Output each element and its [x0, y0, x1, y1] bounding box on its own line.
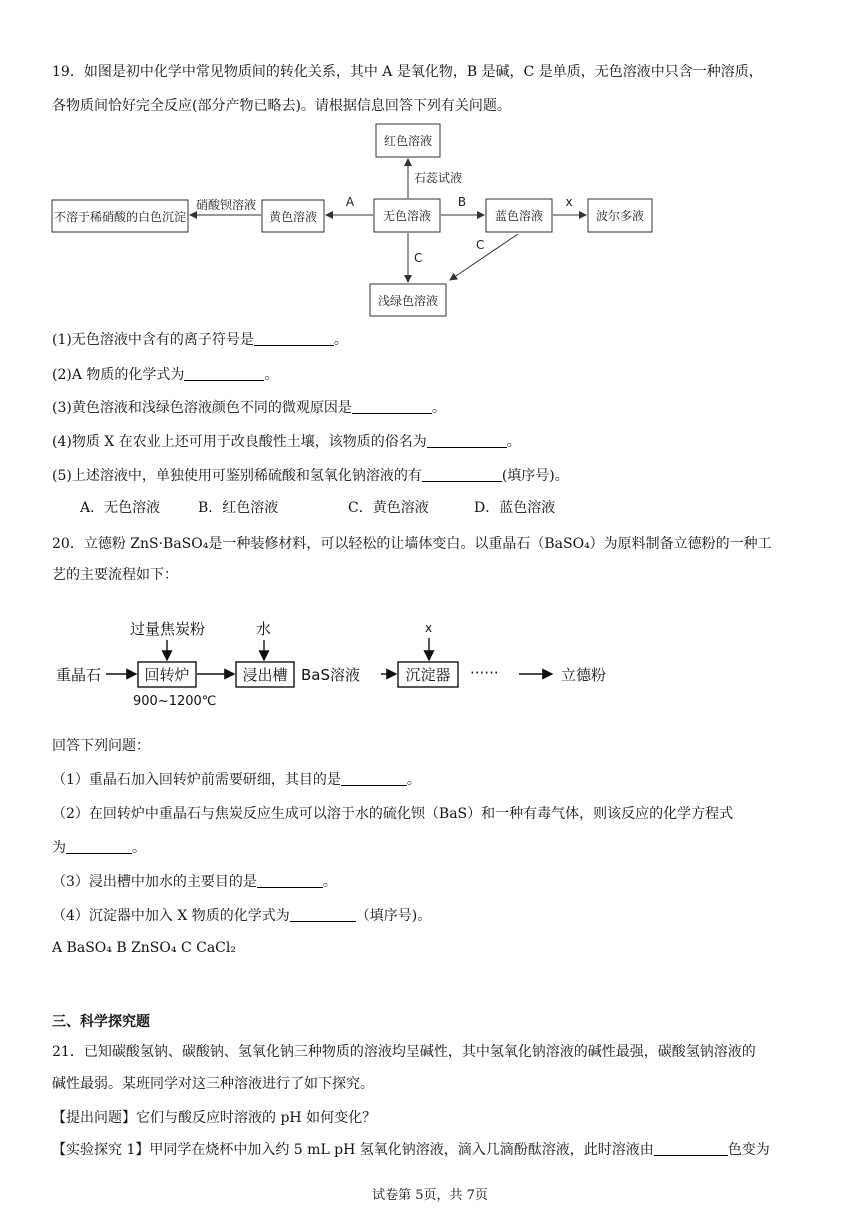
- option-c[interactable]: C．黄色溶液: [348, 500, 429, 516]
- settler-label: 沉淀器: [405, 666, 451, 684]
- red-solution-label: 红色溶液: [383, 134, 433, 148]
- q21-question: 【提出问题】它们与酸反应时溶液的 pH 如何变化？: [52, 1110, 377, 1126]
- label-C-diag: C: [476, 238, 485, 252]
- lithopone-label: 立德粉: [561, 666, 607, 684]
- q20-part4: （4）沉淀器中加入 X 物质的化学式为 （填序号)。: [52, 908, 432, 924]
- label-B: B: [457, 195, 467, 209]
- q20-part2-cont: 为 。: [52, 840, 146, 856]
- option-d[interactable]: D．蓝色溶液: [474, 500, 556, 516]
- answer-blank[interactable]: [290, 907, 356, 922]
- label-x: x: [565, 195, 573, 209]
- answer-blank[interactable]: [422, 467, 502, 482]
- q19-line1: 19．如图是初中化学中常见物质间的转化关系，其中 A 是氧化物，B 是碱，C 是单质，无色溶液中只含一种溶质，: [52, 64, 763, 80]
- litmus-label: 石蕊试液: [414, 171, 463, 185]
- q21-line1: 21．已知碳酸氢钠、碳酸钠、氢氧化钠三种物质的溶液均呈碱性，其中氢氧化钠溶液的碱性最强，碳酸氢钠溶液的: [52, 1044, 756, 1060]
- leach-label: 浸出槽: [242, 666, 288, 684]
- bordeaux-label: 波尔多液: [595, 209, 645, 223]
- q20-answer-intro: 回答下列问题：: [52, 738, 150, 754]
- q19-conversion-diagram: [0, 0, 860, 330]
- q20-process-flow: [0, 610, 860, 710]
- coke-label: 过量焦炭粉: [130, 620, 206, 638]
- answer-blank[interactable]: [184, 366, 264, 381]
- q20-part1: （1）重晶石加入回转炉前需要研细，其目的是 。: [52, 772, 421, 788]
- q20-line1: 20．立德粉 ZnS·BaSO₄是一种装修材料，可以轻松的让墙体变白。以重晶石（BaSO₄）为原料制备立德粉的一种工: [52, 536, 772, 552]
- q19-part1: (1)无色溶液中含有的离子符号是 。: [52, 332, 348, 348]
- colorless-solution-label: 无色溶液: [382, 209, 432, 223]
- q20-line2: 艺的主要流程如下：: [52, 567, 178, 583]
- answer-blank[interactable]: [341, 771, 407, 786]
- q19-part2: (2)A 物质的化学式为 。: [52, 367, 279, 383]
- q19-line2: 各物质间恰好完全反应(部分产物已略去)。请根据信息回答下列有关问题。: [52, 98, 511, 114]
- water-label: 水: [256, 620, 272, 638]
- answer-blank[interactable]: [66, 839, 132, 854]
- q19-part3: (3)黄色溶液和浅绿色溶液颜色不同的微观原因是 。: [52, 400, 446, 416]
- q21-line2: 碱性最弱。某班同学对这三种溶液进行了如下探究。: [52, 1076, 374, 1092]
- q19-part4: (4)物质 X 在农业上还可用于改良酸性土壤，该物质的俗名为 。: [52, 434, 521, 450]
- dots-label: ······: [470, 664, 499, 682]
- label-A: A: [345, 195, 355, 209]
- q20-part2: （2）在回转炉中重晶石与焦炭反应生成可以溶于水的硫化钡（BaS）和一种有毒气体，则该反应的化学方程式: [52, 806, 734, 822]
- answer-blank[interactable]: [257, 873, 323, 888]
- precipitate-label: 不溶于稀硝酸的白色沉淀: [53, 210, 187, 224]
- barite-label: 重晶石: [56, 666, 102, 684]
- option-b[interactable]: B．红色溶液: [198, 500, 279, 516]
- yellow-solution-label: 黄色溶液: [268, 210, 318, 224]
- label-C-down: C: [414, 251, 423, 265]
- temperature-label: 900~1200℃: [133, 694, 217, 709]
- q20-part3: （3）浸出槽中加水的主要目的是 。: [52, 874, 337, 890]
- blue-solution-label: 蓝色溶液: [494, 209, 544, 223]
- bas-solution-label: BaS溶液: [301, 666, 361, 684]
- option-a[interactable]: A．无色溶液: [80, 500, 161, 516]
- answer-blank[interactable]: [352, 399, 432, 414]
- q19-part5: (5)上述溶液中，单独使用可鉴别稀硫酸和氢氧化钠溶液的有 (填序号)。: [52, 468, 569, 484]
- section-heading: 三、科学探究题: [52, 1014, 150, 1030]
- page-footer: 试卷第 5页，共 7页: [372, 1188, 488, 1203]
- furnace-label: 回转炉: [144, 666, 190, 684]
- q19-options: [80, 498, 555, 518]
- barium-nitrate-label: 硝酸钡溶液: [195, 198, 257, 212]
- answer-blank[interactable]: [254, 331, 334, 346]
- q21-exp1: 【实验探究 1】甲同学在烧杯中加入约 5 mL pH 氢氧化钠溶液，滴入几滴酚酞溶液，此时溶液由 色变为: [52, 1142, 770, 1158]
- q20-options: A BaSO₄ B ZnSO₄ C CaCl₂: [52, 940, 236, 956]
- answer-blank[interactable]: [427, 433, 507, 448]
- answer-blank[interactable]: [654, 1141, 728, 1156]
- x-label: x: [425, 621, 433, 635]
- lightgreen-solution-label: 浅绿色溶液: [377, 294, 439, 308]
